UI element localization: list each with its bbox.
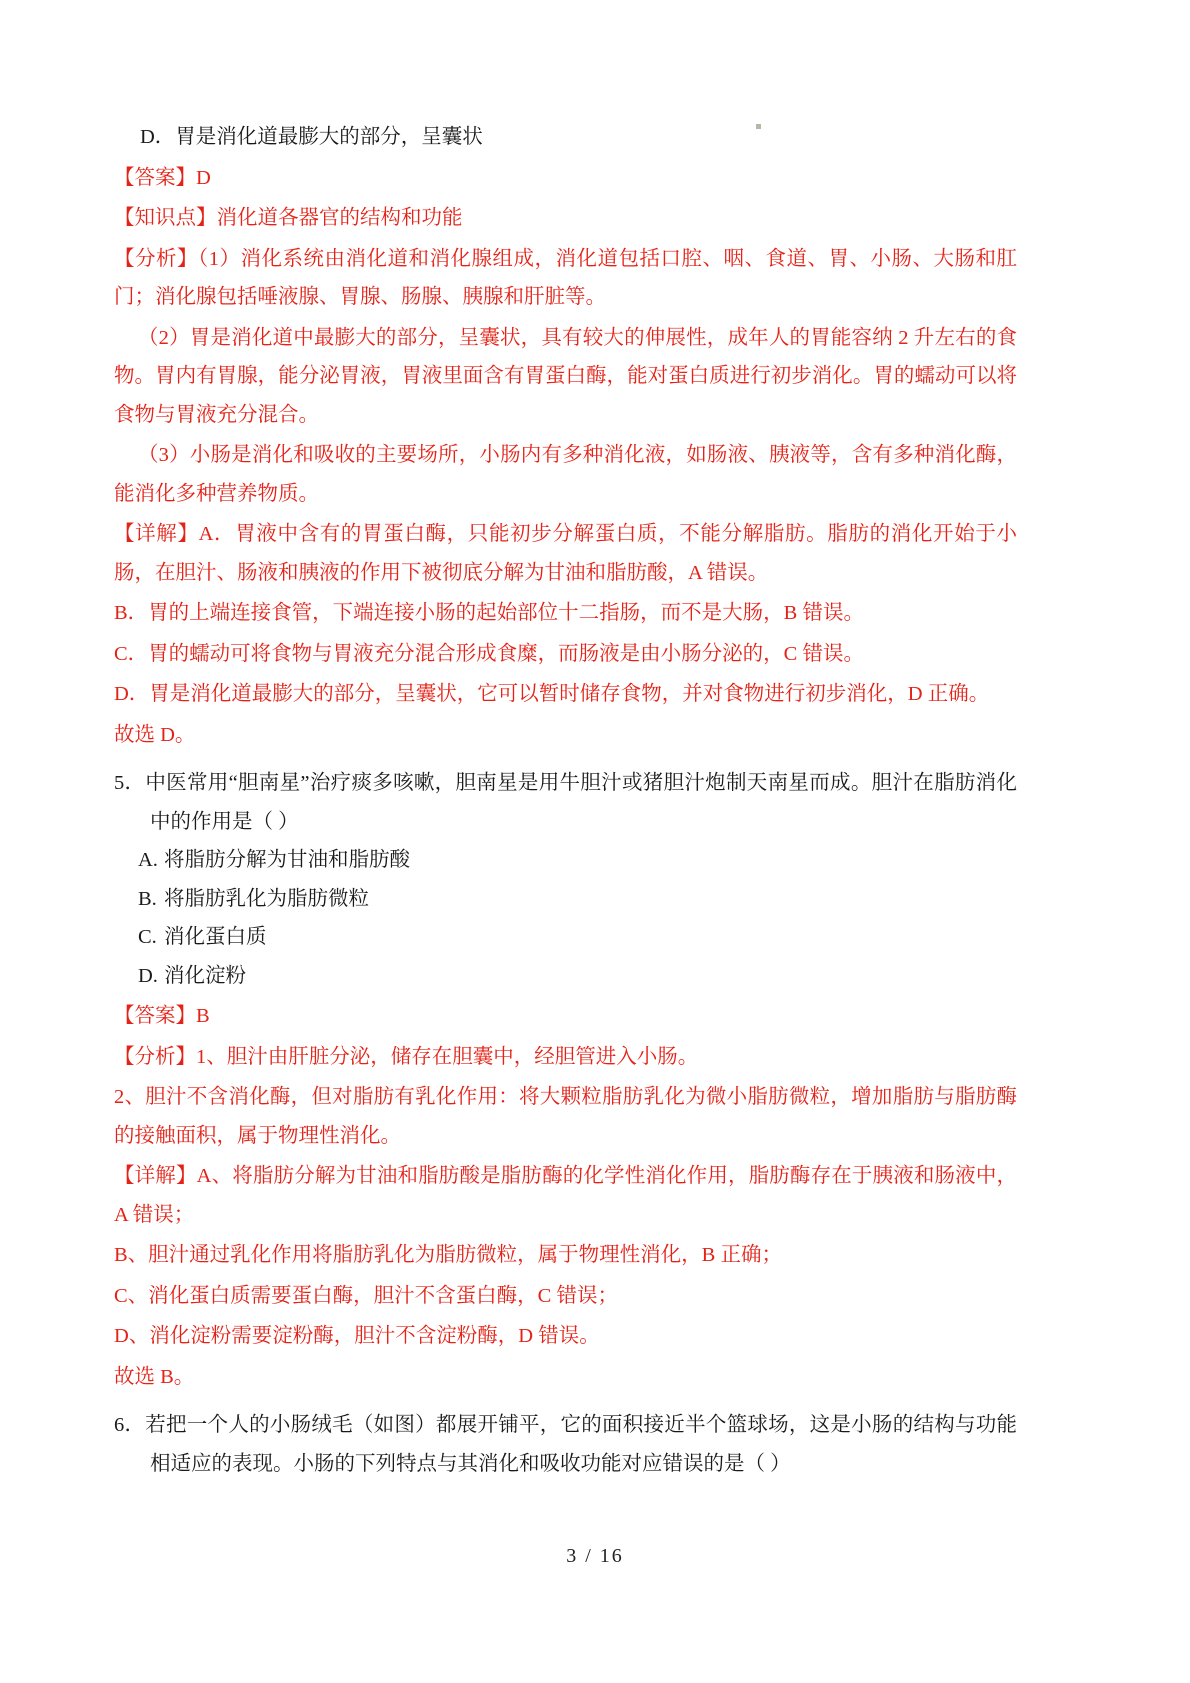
q5-option-a-letter: A. bbox=[138, 849, 158, 871]
q4-detail-option-c: C．胃的蠕动可将食物与胃液充分混合形成食糜，而肠液是由小肠分泌的，C 错误。 bbox=[114, 642, 864, 665]
q5-option-c-text: 消化蛋白质 bbox=[164, 926, 267, 948]
q5-conclusion: 故选 B。 bbox=[114, 1365, 195, 1388]
q5-detail-option-b: B、胆汁通过乳化作用将脂肪乳化为脂肪微粒，属于物理性消化，B 正确； bbox=[114, 1244, 782, 1266]
q5-detail-option-a: 【详解】A、将脂肪分解为甘油和脂肪酸是脂肪酶的化学性消化作用，脂肪酶存在于胰液和肠液中，A 错误； bbox=[114, 1165, 1017, 1226]
q4-answer-line: 【答案】D bbox=[114, 166, 211, 189]
q4-knowledge-point-line: 【知识点】消化道各器官的结构和功能 bbox=[114, 207, 463, 229]
q4-detail-option-a: 【详解】A．胃液中含有的胃蛋白酶，只能初步分解蛋白质，不能分解脂肪。脂肪的消化开始于小肠，在胆汁、肠液和胰液的作用下被彻底分解为甘油和脂肪酸，A 错误。 bbox=[114, 523, 1017, 584]
q5-option-b bbox=[114, 880, 1017, 919]
q5-option-a-text: 将脂肪分解为甘油和脂肪酸 bbox=[164, 849, 410, 871]
q5-detail-option-d: D、消化淀粉需要淀粉酶，胆汁不含淀粉酶，D 错误。 bbox=[114, 1325, 600, 1347]
q5-analysis-part-2: 2、胆汁不含消化酶，但对脂肪有乳化作用：将大颗粒脂肪乳化为微小脂肪微粒，增加脂肪与脂肪酶的接触面积，属于物理性消化。 bbox=[114, 1086, 1017, 1147]
q6-stem: 6．若把一个人的小肠绒毛（如图）都展开铺平，它的面积接近半个篮球场，这是小肠的结构与功能相适应的表现。小肠的下列特点与其消化和吸收功能对应错误的是（ ） bbox=[114, 1414, 1017, 1475]
q5-stem: 5．中医常用“胆南星”治疗痰多咳嗽，胆南星是用牛胆汁或猪胆汁炮制天南星而成。胆汁在脂肪消化中的作用是（ ） bbox=[114, 772, 1017, 833]
q4-detail-option-b: B．胃的上端连接食管，下端连接小肠的起始部位十二指肠，而不是大肠，B 错误。 bbox=[114, 602, 864, 624]
q4-analysis-part-2: （2）胃是消化道中最膨大的部分，呈囊状，具有较大的伸展性，成年人的胃能容纳 2 升左右的食物。胃内有胃腺，能分泌胃液，胃液里面含有胃蛋白酶，能对蛋白质进行初步消化。胃的蠕动可以将食物与胃液充分混合。 bbox=[114, 326, 1017, 426]
q5-answer-line: 【答案】B bbox=[114, 1005, 210, 1027]
q5-option-a bbox=[114, 841, 1017, 880]
page-content bbox=[114, 118, 1017, 1483]
page-footer bbox=[0, 1545, 1190, 1568]
q5-option-c-letter: C. bbox=[138, 926, 157, 948]
q5-option-b-text: 将脂肪乳化为脂肪微粒 bbox=[164, 887, 369, 910]
q4-analysis-part-1: 【分析】（1）消化系统由消化道和消化腺组成，消化道包括口腔、咽、食道、胃、小肠、大肠和肛门；消化腺包括唾液腺、胃腺、肠腺、胰腺和肝脏等。 bbox=[114, 247, 1017, 308]
q5-detail-option-c: C、消化蛋白质需要蛋白酶，胆汁不含蛋白酶，C 错误； bbox=[114, 1284, 618, 1307]
q4-analysis-part-3: （3）小肠是消化和吸收的主要场所，小肠内有多种消化液，如肠液、胰液等，含有多种消化酶，能消化多种营养物质。 bbox=[114, 444, 1017, 505]
q4-conclusion: 故选 D。 bbox=[114, 723, 196, 746]
page-number: 3 / 16 bbox=[566, 1545, 624, 1567]
q4-detail-option-d: D．胃是消化道最膨大的部分，呈囊状，它可以暂时储存食物，并对食物进行初步消化，D 正确。 bbox=[114, 683, 990, 705]
q5-option-b-letter: B. bbox=[138, 887, 157, 910]
q5-option-d-text: 消化淀粉 bbox=[164, 964, 246, 987]
q4-option-d: D．胃是消化道最膨大的部分，呈囊状 bbox=[140, 126, 483, 148]
q5-option-d bbox=[114, 957, 1017, 996]
q5-option-d-letter: D. bbox=[138, 964, 158, 987]
q5-analysis-part-1: 【分析】1、胆汁由肝脏分泌，储存在胆囊中，经胆管进入小肠。 bbox=[114, 1045, 699, 1068]
q5-option-c bbox=[114, 918, 1017, 957]
